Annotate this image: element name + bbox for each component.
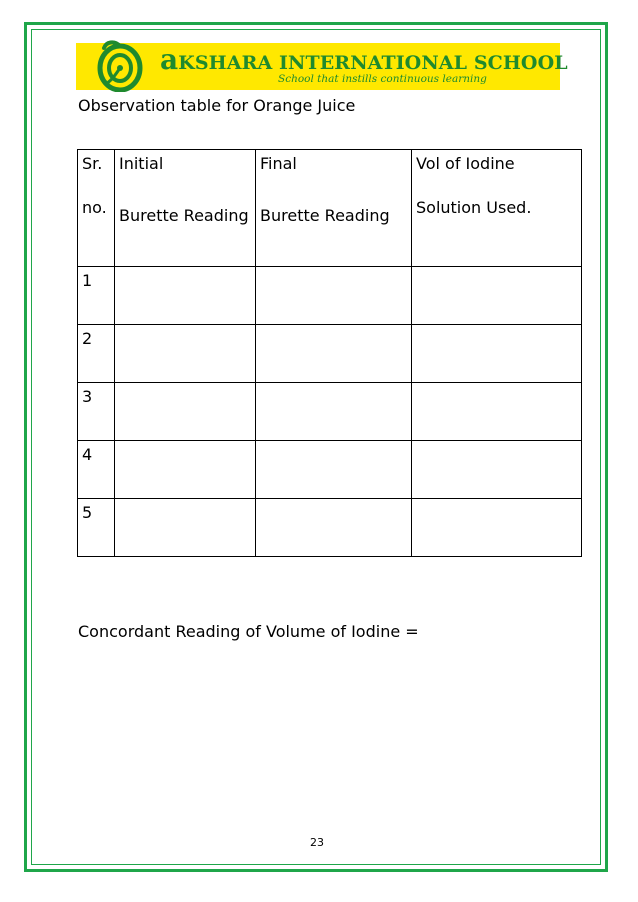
header-initial-top: Initial <box>119 154 164 173</box>
volume-used-cell[interactable] <box>412 499 582 557</box>
observation-table <box>77 149 582 557</box>
sr-cell: 3 <box>78 383 115 441</box>
header-cell-final <box>256 150 412 267</box>
volume-used-cell[interactable] <box>412 383 582 441</box>
sr-cell: 4 <box>78 441 115 499</box>
table-row <box>78 325 582 383</box>
header-cell-vol-iodine <box>412 150 582 267</box>
final-reading-cell[interactable] <box>256 325 412 383</box>
initial-reading-cell[interactable] <box>115 383 256 441</box>
sr-cell: 1 <box>78 267 115 325</box>
concordant-reading-label: Concordant Reading of Volume of Iodine = <box>78 622 419 641</box>
final-reading-cell[interactable] <box>256 499 412 557</box>
header-final-top: Final <box>260 154 297 173</box>
sr-cell: 2 <box>78 325 115 383</box>
page-number: 23 <box>310 836 324 849</box>
akshara-logo-icon <box>96 40 144 92</box>
final-reading-cell[interactable] <box>256 267 412 325</box>
header-cell-initial <box>115 150 256 267</box>
header-initial-bottom: Burette Reading <box>119 206 249 225</box>
header-vol-bottom: Solution Used. <box>416 198 532 217</box>
school-name <box>160 43 568 76</box>
header-cell-sr-no <box>78 150 115 267</box>
table-row <box>78 441 582 499</box>
initial-reading-cell[interactable] <box>115 325 256 383</box>
header-sr-bottom: no. <box>82 198 107 217</box>
table-row <box>78 383 582 441</box>
volume-used-cell[interactable] <box>412 325 582 383</box>
initial-reading-cell[interactable] <box>115 441 256 499</box>
header-final-bottom: Burette Reading <box>260 206 390 225</box>
table-title: Observation table for Orange Juice <box>78 96 356 115</box>
final-reading-cell[interactable] <box>256 441 412 499</box>
initial-reading-cell[interactable] <box>115 267 256 325</box>
sr-cell: 5 <box>78 499 115 557</box>
volume-used-cell[interactable] <box>412 441 582 499</box>
table-row <box>78 499 582 557</box>
initial-reading-cell[interactable] <box>115 499 256 557</box>
final-reading-cell[interactable] <box>256 383 412 441</box>
school-name-rest: KSHARA INTERNATIONAL SCHOOL <box>178 52 568 74</box>
school-name-initial: a <box>160 43 179 76</box>
volume-used-cell[interactable] <box>412 267 582 325</box>
header-vol-top: Vol of Iodine <box>416 154 515 173</box>
table-header-row <box>78 150 582 267</box>
school-tagline: School that instills continuous learning <box>278 73 487 85</box>
table-row <box>78 267 582 325</box>
header-sr-top: Sr. <box>82 154 103 173</box>
